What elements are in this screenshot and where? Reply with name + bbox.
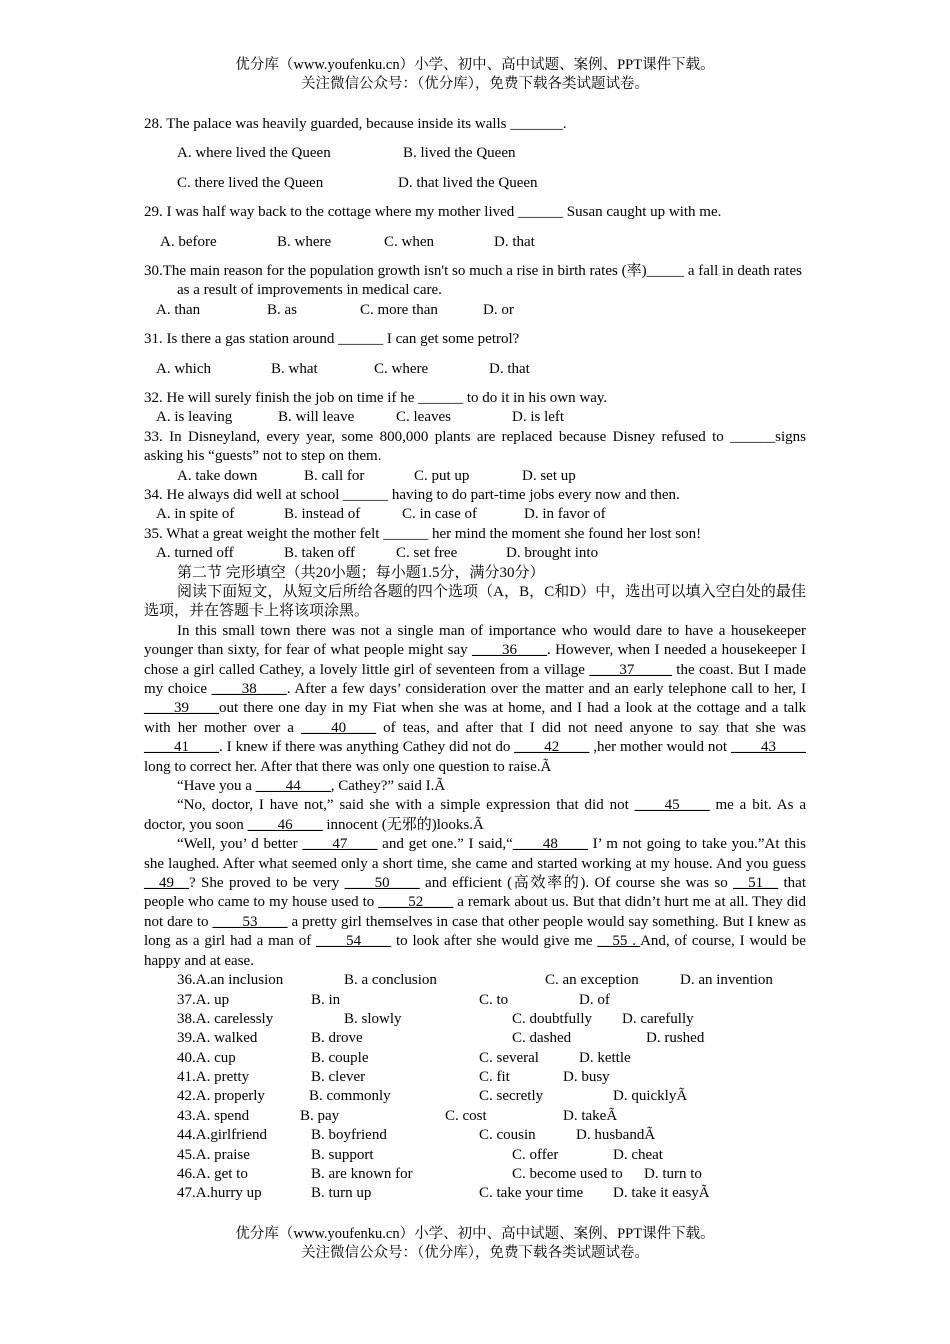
choice-row-47 — [144, 1184, 806, 1203]
question-34-options — [144, 505, 806, 524]
passage-text: that people who came to my house used to — [144, 875, 806, 911]
question-33-stem: 33. In Disneyland, every year, some 800,000 plants are replaced because Disney refused to ______signs asking his “guests” not to step on them. — [144, 428, 806, 465]
choice-c: C. to — [479, 991, 509, 1008]
footer-line-1: 优分库（www.youfenku.cn）小学、初中、高中试题、案例、PPT课件下载。 — [235, 1226, 715, 1242]
option-b: B. what — [271, 360, 318, 377]
header-line-1: 优分库（www.youfenku.cn）小学、初中、高中试题、案例、PPT课件下载。 — [235, 57, 715, 73]
question-30-options — [144, 301, 806, 320]
choice-b: B. turn up — [311, 1185, 372, 1202]
choice-a: 39.A. walked — [177, 1030, 258, 1047]
blank-47: ____47____ — [302, 836, 378, 853]
header-line-2: 关注微信公众号：（优分库），免费下载各类试题试卷。 — [301, 76, 649, 92]
question-28-options-row-2 — [144, 174, 806, 193]
choice-b: B. are known for — [311, 1166, 413, 1183]
passage-text: ,her mother would not — [589, 739, 731, 756]
choice-a: 40.A. cup — [177, 1049, 236, 1066]
passage-text: innocent (无邪的)looks.Ã — [322, 816, 484, 833]
choice-b: B. pay — [300, 1107, 340, 1124]
question-34-stem: 34. He always did well at school ______ having to do part-time jobs every now and then. — [144, 486, 680, 503]
blank-41: ____41____ — [144, 739, 219, 756]
option-c: C. when — [384, 233, 434, 250]
passage-text: . I knew if there was anything Cathey did not do — [219, 739, 515, 756]
option-b: B. will leave — [278, 409, 355, 426]
option-d: D. that lived the Queen — [398, 174, 538, 191]
passage-text: I’ m not going to take you.”At this she laughed. After what seemed only a short time, she came and started working at my house. And you guess — [144, 836, 806, 872]
question-32-options — [144, 408, 806, 427]
choice-d: D. takeÃ — [563, 1107, 618, 1124]
choice-d: D. an invention — [680, 972, 773, 989]
question-29-options — [144, 233, 806, 252]
question-31-stem: 31. Is there a gas station around ______ I can get some petrol? — [144, 331, 520, 348]
question-33-options — [144, 467, 806, 486]
question-28-options-row-1 — [144, 144, 806, 163]
option-c: C. put up — [414, 467, 470, 484]
choice-b: B. slowly — [344, 1010, 402, 1027]
choice-row-44 — [144, 1126, 806, 1145]
option-b: B. as — [267, 301, 297, 318]
choice-b: B. couple — [311, 1049, 369, 1066]
choice-b: B. a conclusion — [344, 972, 437, 989]
option-a: A. turned off — [156, 545, 234, 562]
choice-a: 44.A.girlfriend — [177, 1127, 267, 1144]
section-instruction: 阅读下面短文，从短文后所给各题的四个选项（A，B，C和D）中，选出可以填入空白处的最佳选项，并在答题卡上将该项涂黑。 — [144, 583, 806, 620]
choice-d: D. busy — [563, 1069, 610, 1086]
option-a: A. is leaving — [156, 409, 233, 426]
option-d: D. in favor of — [524, 506, 606, 523]
passage-paragraph-2 — [144, 777, 806, 796]
passage-text: And, of course, I would be happy and at ease. — [144, 933, 806, 969]
option-b: B. lived the Queen — [403, 145, 516, 162]
option-c: C. there lived the Queen — [177, 174, 324, 191]
choice-d: D. rushed — [646, 1030, 705, 1047]
choice-d: D. cheat — [613, 1146, 663, 1163]
passage-text: , Cathey?” said I.Ã — [330, 778, 446, 795]
choice-b: B. clever — [311, 1069, 366, 1086]
passage-paragraph-3 — [144, 796, 806, 835]
choice-a: 37.A. up — [177, 991, 230, 1008]
question-31-options — [144, 360, 806, 379]
passage-text: . However, when I needed a housekeeper I chose a girl called Cathey, a lovely little girl of seventeen from a village — [144, 642, 806, 678]
blank-37: ____37_____ — [589, 661, 672, 678]
choice-a: 47.A.hurry up — [177, 1185, 262, 1202]
choice-c: C. an exception — [545, 972, 639, 989]
choice-a: 46.A. get to — [177, 1166, 248, 1183]
option-a: A. take down — [177, 467, 258, 484]
option-a: A. than — [156, 301, 201, 318]
choice-c: C. cousin — [479, 1127, 536, 1144]
blank-40: ____40____ — [301, 719, 377, 736]
option-b: B. taken off — [284, 545, 355, 562]
passage-text: . After a few days’ consideration over the matter and an early telephone call to her, I — [286, 681, 807, 698]
choice-b: B. commonly — [309, 1088, 391, 1105]
page-footer — [0, 1225, 950, 1263]
option-a: A. before — [160, 233, 217, 250]
option-c: C. leaves — [396, 409, 451, 426]
blank-36: ____36____ — [472, 642, 547, 659]
section-title: 第二节 完形填空（共20小题；每小题1.5分，满分30分） — [177, 564, 545, 581]
blank-55: __55 . — [597, 933, 641, 950]
choice-c: C. offer — [512, 1146, 559, 1163]
choice-c: C. cost — [445, 1107, 487, 1124]
choice-b: B. boyfriend — [311, 1127, 387, 1144]
blank-42: ____42____ — [514, 739, 590, 756]
choice-a: 42.A. properly — [177, 1088, 265, 1105]
choice-c: C. fit — [479, 1069, 510, 1086]
passage-text: to look after she would give me — [391, 933, 598, 950]
choice-c: C. take your time — [479, 1185, 584, 1202]
passage-text: long to correct her. After that there was only one question to raise.Ã — [144, 758, 552, 775]
choice-c: C. doubtfully — [512, 1010, 593, 1027]
blank-50: ____50____ — [344, 875, 420, 892]
choice-c: C. several — [479, 1049, 539, 1066]
choice-d: D. kettle — [579, 1049, 631, 1066]
choice-b: B. in — [311, 991, 341, 1008]
choice-row-38 — [144, 1010, 806, 1029]
choice-row-37 — [144, 991, 806, 1010]
exam-content — [144, 115, 806, 1204]
passage-text: a pretty girl themselves in case that other people would say something. But I knew as long as a girl had a man of — [144, 913, 806, 950]
blank-49: __49__ — [144, 875, 189, 892]
blank-44: ____44____ — [255, 778, 331, 795]
question-35-stem: 35. What a great weight the mother felt ______ her mind the moment she found her lost son! — [144, 525, 702, 542]
choice-b: B. support — [311, 1146, 374, 1163]
passage-text: me a bit. As a doctor, you soon — [144, 797, 806, 833]
option-b: B. where — [277, 233, 332, 250]
choice-d: D. quicklyÃ — [613, 1088, 688, 1105]
question-32-stem: 32. He will surely finish the job on time if he ______ to do it in his own way. — [144, 389, 608, 406]
blank-51: __51__ — [733, 875, 779, 892]
passage-text: out there one day in my Fiat when she was at home, and I had a look at the cottage and a talk with her mother over a — [144, 700, 806, 736]
choice-d: D. take it easyÃ — [613, 1185, 710, 1202]
choice-row-43 — [144, 1107, 806, 1126]
option-d: D. or — [483, 301, 514, 318]
choice-row-42 — [144, 1087, 806, 1106]
passage-text: “Have you a — [177, 778, 256, 795]
option-c: C. in case of — [402, 506, 477, 523]
option-c: C. set free — [396, 545, 458, 562]
choice-c: C. become used to — [512, 1166, 623, 1183]
option-d: D. is left — [512, 409, 565, 426]
blank-46: ____46____ — [247, 816, 323, 833]
blank-54: ____54____ — [316, 933, 392, 950]
passage-text: a remark about us. But that didn’t hurt me at all. They did not dare to — [144, 894, 806, 930]
choice-b: B. drove — [311, 1030, 363, 1047]
blank-52: ____52____ — [378, 894, 454, 911]
choice-a: 43.A. spend — [177, 1107, 250, 1124]
choice-row-40 — [144, 1049, 806, 1068]
choice-row-41 — [144, 1068, 806, 1087]
blank-39: ____39____ — [144, 700, 219, 717]
blank-48: ____48____ — [512, 836, 588, 853]
choice-c: C. dashed — [512, 1030, 572, 1047]
choice-a: 41.A. pretty — [177, 1069, 250, 1086]
choice-row-45 — [144, 1146, 806, 1165]
option-a: A. in spite of — [156, 506, 235, 523]
question-30-stem: 30.The main reason for the population growth isn't so much a rise in birth rates (率)_____ a fall in death rates as a result of improvements in medical care. — [144, 262, 802, 299]
choice-row-36 — [144, 971, 806, 990]
blank-53: ____53____ — [212, 913, 288, 930]
choice-d: D. carefully — [622, 1010, 694, 1027]
choice-d: D. turn to — [644, 1166, 702, 1183]
option-b: B. call for — [304, 467, 365, 484]
option-a: A. which — [156, 360, 211, 377]
passage-text: and efficient (高效率的). Of course she was so — [419, 875, 734, 892]
blank-43: ____43____ — [731, 739, 806, 756]
choice-row-46 — [144, 1165, 806, 1184]
option-d: D. set up — [522, 467, 576, 484]
option-c: C. more than — [360, 301, 438, 318]
passage-paragraph-1 — [144, 622, 806, 777]
choice-row-39 — [144, 1029, 806, 1048]
choice-d: D. husbandÃ — [576, 1127, 656, 1144]
option-a: A. where lived the Queen — [177, 145, 331, 162]
passage-text: “No, doctor, I have not,” said she with a simple expression that did not — [177, 797, 635, 814]
passage-text: and get one.” I said,“ — [377, 836, 513, 853]
question-35-options — [144, 544, 806, 563]
option-d: D. brought into — [506, 545, 599, 562]
passage-paragraph-4 — [144, 835, 806, 971]
option-d: D. that — [489, 360, 530, 377]
blank-38: ____38____ — [211, 681, 287, 698]
option-b: B. instead of — [284, 506, 361, 523]
passage-text: of teas, and after that I did not need anyone to say that she was — [376, 719, 806, 736]
passage-text: “Well, you’ d better — [177, 836, 303, 853]
passage-text: ? She proved to be very — [189, 875, 345, 892]
choice-c: C. secretly — [479, 1088, 544, 1105]
question-28-stem: 28. The palace was heavily guarded, because inside its walls _______. — [144, 116, 567, 132]
page-header — [0, 56, 950, 94]
question-29-stem: 29. I was half way back to the cottage where my mother lived ______ Susan caught up with me. — [144, 204, 722, 221]
choice-d: D. of — [579, 991, 610, 1008]
passage-text: the coast. But I made my choice — [144, 661, 807, 698]
option-d: D. that — [494, 233, 535, 250]
footer-line-2: 关注微信公众号：（优分库），免费下载各类试题试卷。 — [301, 1245, 649, 1261]
choice-a: 38.A. carelessly — [177, 1010, 274, 1027]
choice-a: 36.A.an inclusion — [177, 972, 284, 989]
choice-a: 45.A. praise — [177, 1146, 250, 1163]
passage-text: In this small town there was not a single man of importance who would dare to have a housekeeper younger than sixty, for fear of what people might say — [144, 622, 806, 659]
blank-45: ____45____ — [634, 797, 710, 814]
option-c: C. where — [374, 360, 429, 377]
